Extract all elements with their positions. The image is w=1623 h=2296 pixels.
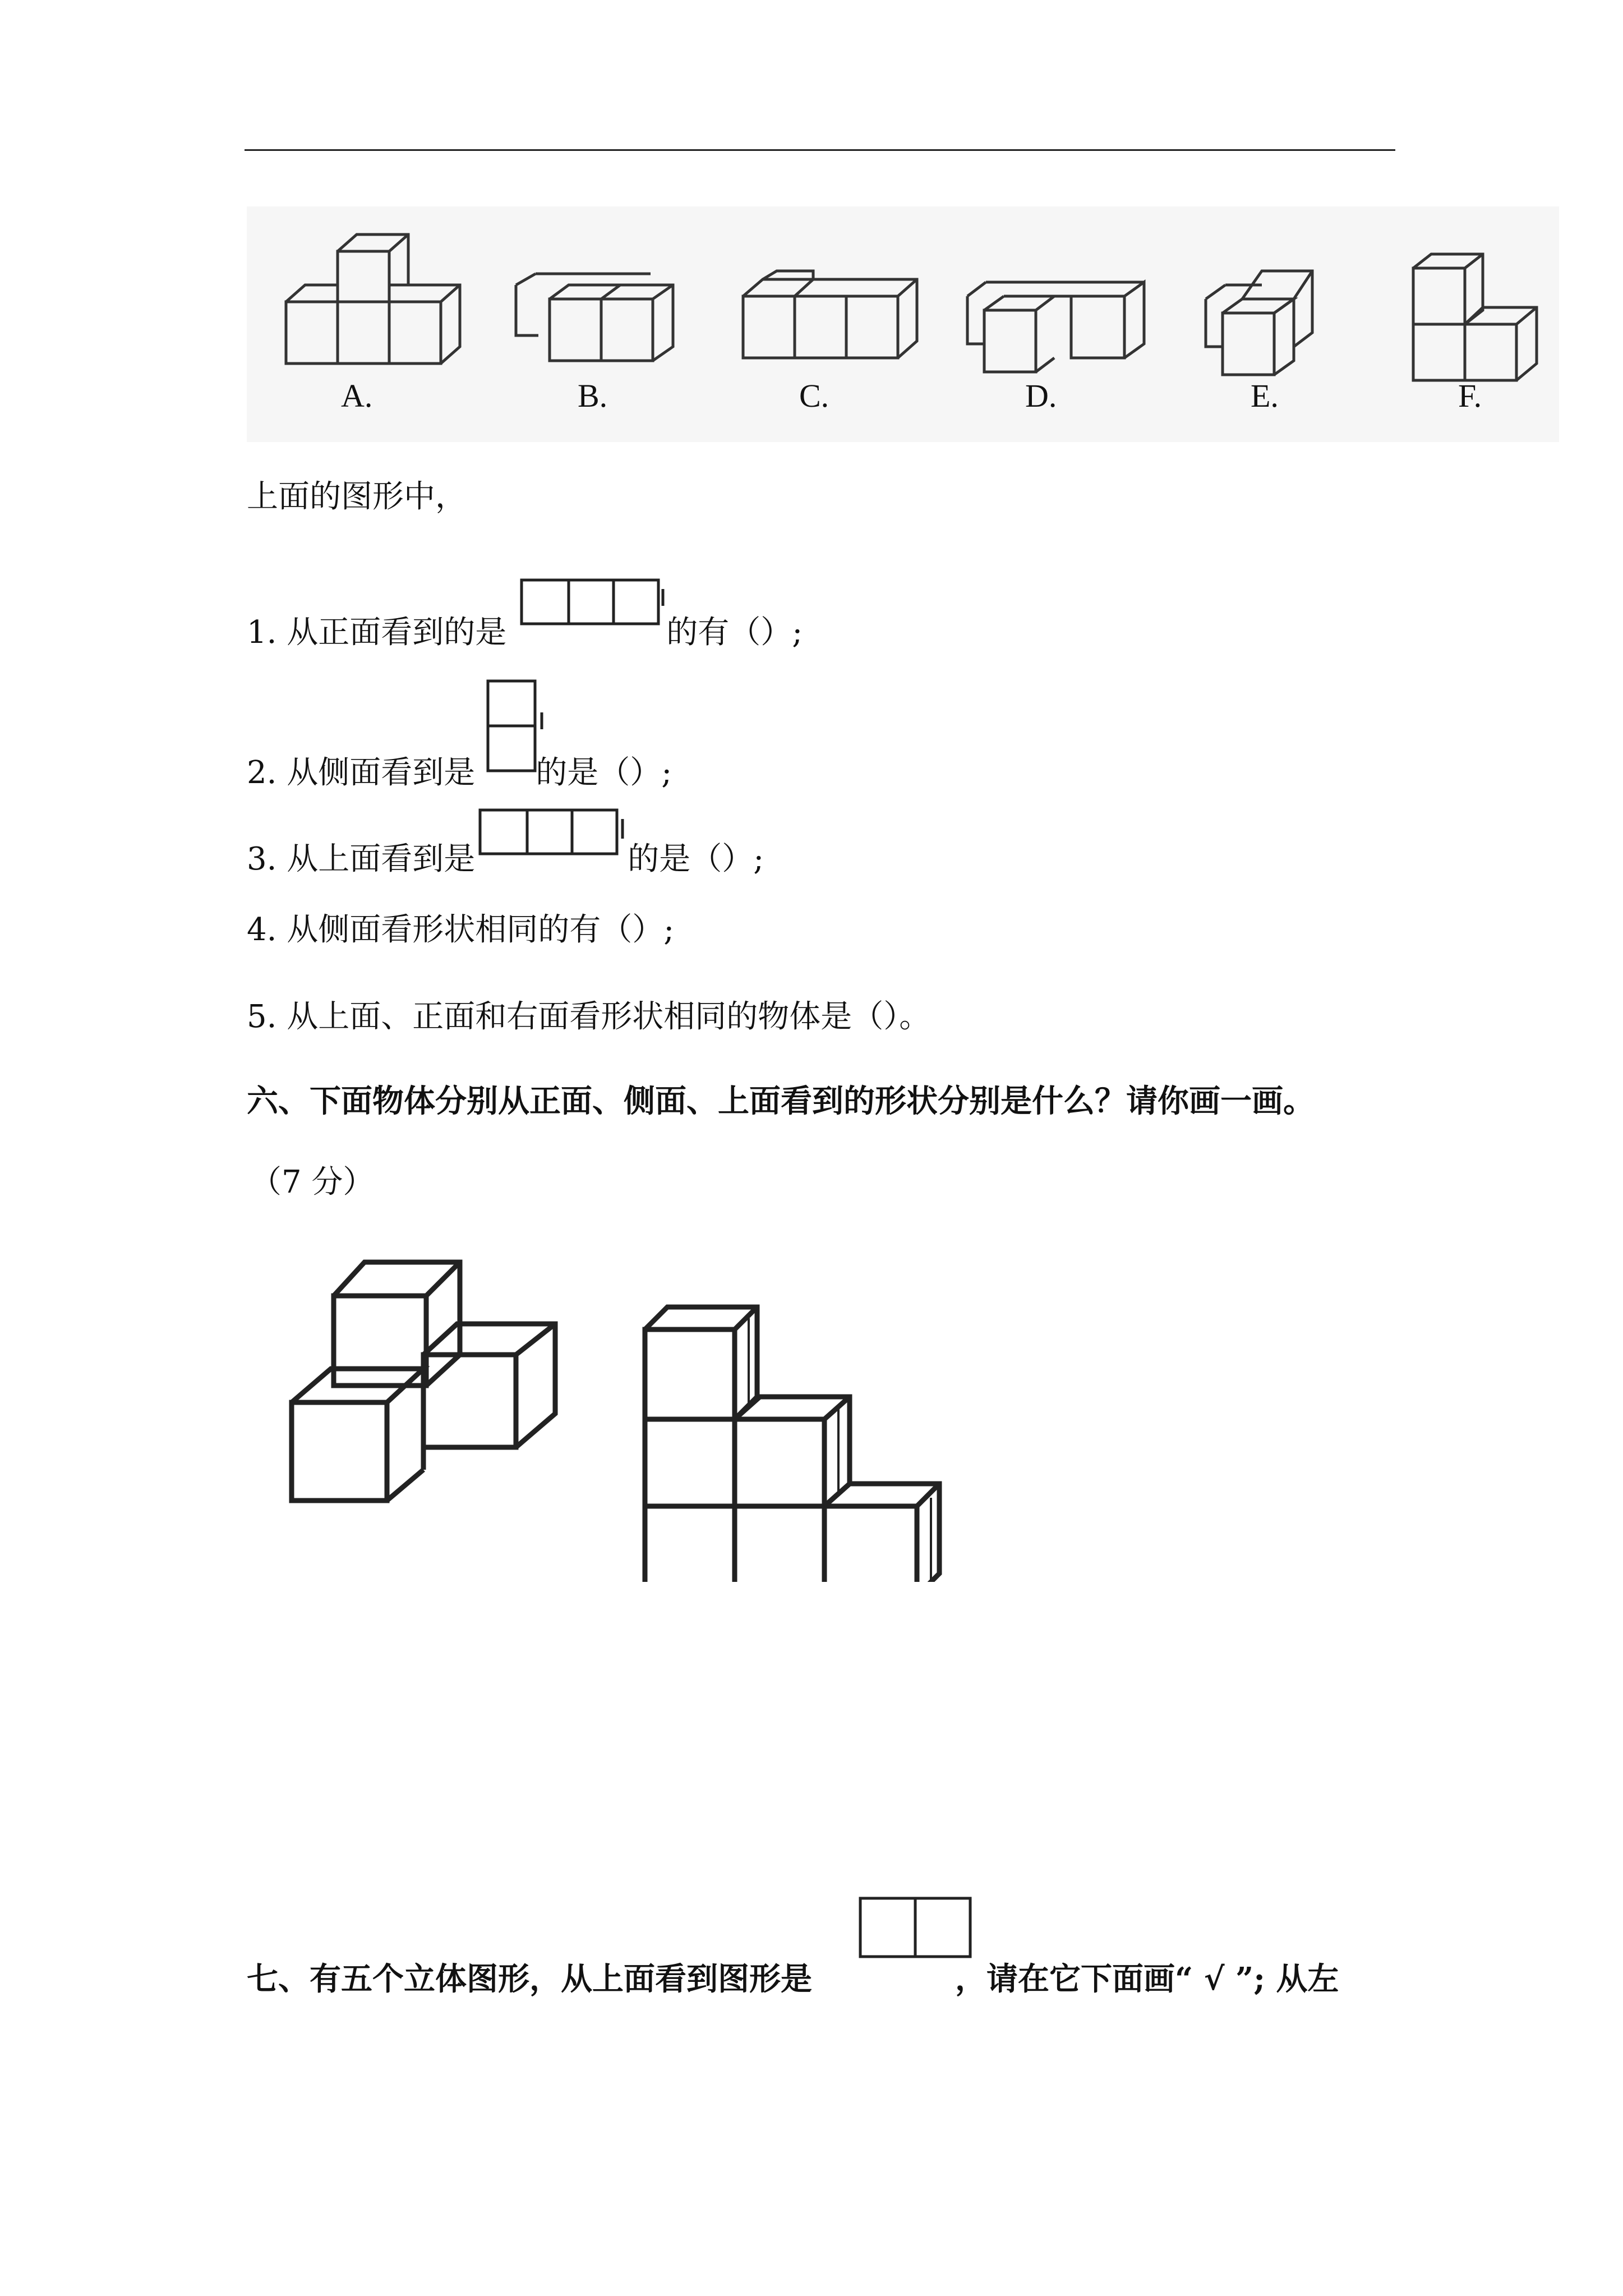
two-squares-column-shape: [486, 679, 547, 780]
option-label-e: E.: [1251, 378, 1279, 414]
intro-text: 上面的图形中，: [247, 478, 467, 515]
options-figure-panel: [247, 206, 1559, 442]
section-6-title: 六、下面物体分别从正面、侧面、上面看到的形状分别是什么？请你画一画。: [247, 1083, 1315, 1120]
right-cube-figure: [645, 1307, 939, 1582]
question-1-before: 1. 从正面看到的是: [247, 614, 507, 651]
figure-c: [743, 271, 917, 358]
two-squares-row-shape: [858, 1896, 976, 1963]
option-label-f: F.: [1458, 378, 1482, 414]
cube-options-illustration: [247, 206, 1559, 442]
left-cube-figure: [292, 1262, 555, 1501]
figure-b: [516, 274, 673, 361]
question-5: 5. 从上面、正面和右面看形状相同的物体是（）。: [247, 999, 931, 1035]
question-1-after: 的有（）;: [666, 614, 803, 651]
question-3-before: 3. 从上面看到是: [247, 841, 476, 877]
section-7-line: [247, 1961, 1339, 1998]
figure-f: [1413, 254, 1537, 380]
header-rule: [245, 149, 1395, 151]
section-6-score: （7 分）: [250, 1164, 375, 1200]
section-7-after: ，请在它下面画“ √ ”; 从左: [955, 1961, 1339, 1998]
section-6-cube-figures: [280, 1234, 981, 1582]
question-4: 4. 从侧面看形状相同的有（）;: [247, 912, 675, 948]
question-2: [247, 754, 672, 791]
section-7-before: 七、有五个立体图形，从上面看到图形是: [247, 1961, 812, 1998]
figure-d: [967, 282, 1144, 372]
figure-e: [1206, 271, 1312, 375]
option-label-b: B.: [578, 378, 608, 414]
question-3-after: 的是（）;: [628, 841, 764, 877]
option-label-c: C.: [799, 378, 829, 414]
figure-a: [286, 234, 460, 364]
option-label-d: D.: [1025, 378, 1057, 414]
question-2-before: 2. 从侧面看到是: [247, 754, 476, 791]
three-squares-top-shape: [478, 808, 632, 858]
three-squares-row-shape: [519, 578, 671, 628]
option-label-a: A.: [341, 378, 373, 414]
question-2-after: 的是（）;: [536, 754, 672, 791]
